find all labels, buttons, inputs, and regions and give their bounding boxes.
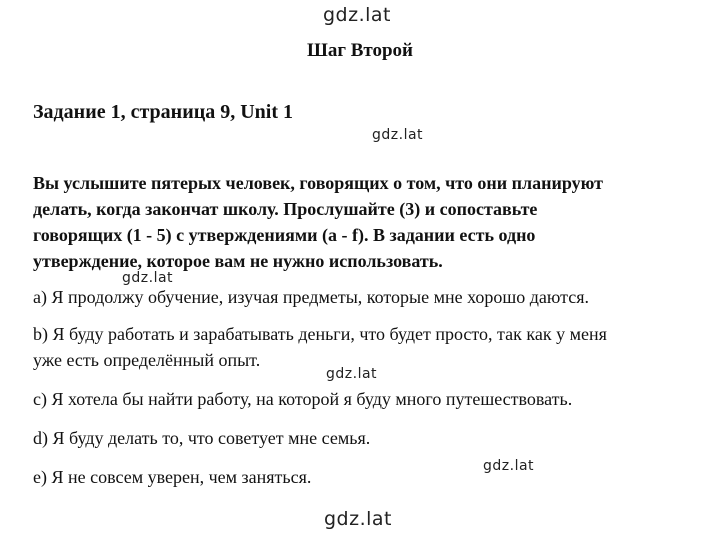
statement-line: уже есть определённый опыт. <box>33 350 261 370</box>
statement-d <box>33 425 693 451</box>
task-heading: Задание 1, страница 9, Unit 1 <box>33 101 294 123</box>
watermark: gdz.lat <box>372 127 424 143</box>
statement-line: a) Я продолжу обучение, изучая предметы, которые мне хорошо даются. <box>33 287 589 307</box>
statement-line: e) Я не совсем уверен, чем заняться. <box>33 467 312 487</box>
statement-line: d) Я буду делать то, что советует мне семья. <box>33 428 371 448</box>
watermark: gdz.lat <box>326 366 378 382</box>
statement-line: b) Я буду работать и зарабатывать деньги, что будет просто, так как у меня <box>33 324 607 344</box>
step-title: Шаг Второй <box>306 40 413 61</box>
statement-line: c) Я хотела бы найти работу, на которой я буду много путешествовать. <box>33 389 573 409</box>
watermark: gdz.lat <box>122 270 174 286</box>
watermark-bottom: gdz.lat <box>324 508 393 530</box>
instruction-line: говорящих (1 - 5) с утверждениями (a - f). В задании есть одно <box>33 225 536 245</box>
statement-a <box>33 284 693 310</box>
statement-c <box>33 386 693 412</box>
instruction-line: утверждение, которое вам не нужно использовать. <box>33 251 443 271</box>
task-instructions <box>33 170 683 274</box>
statement-e <box>33 464 693 490</box>
watermark: gdz.lat <box>483 458 535 474</box>
watermark-top: gdz.lat <box>323 4 392 26</box>
instruction-line: делать, когда закончат школу. Прослушайте (3) и сопоставьте <box>33 199 538 219</box>
instruction-line: Вы услышите пятерых человек, говорящих о том, что они планируют <box>33 173 603 193</box>
